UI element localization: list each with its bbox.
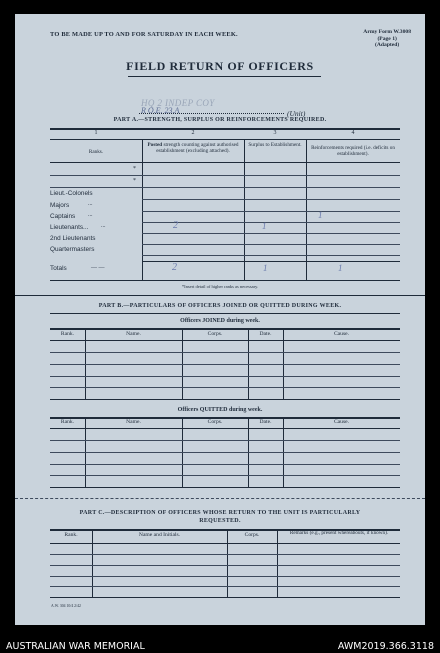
part-b-top-rule xyxy=(50,313,400,314)
totals-reinf-value: 1 xyxy=(338,263,343,273)
part-c-row-rule xyxy=(50,565,400,566)
col-reinf-header: Reinforcements required (i.e. deficits on establishment). xyxy=(311,145,395,157)
quitted-row-rule xyxy=(50,452,400,453)
part-a-row-rule xyxy=(142,233,400,234)
part-c-row-rule xyxy=(50,576,400,577)
part-a-vline-1 xyxy=(142,139,143,280)
joined-col-corps: Corps. xyxy=(207,331,223,337)
col-posted-bold: Posted xyxy=(147,142,163,148)
part-c-col-corps: Corps. xyxy=(244,532,260,538)
part-a-row-rule xyxy=(50,175,400,176)
part-c-heading-line-1: PART C.—DESCRIPTION OF OFFICERS WHOSE RETURN TO THE UNIT IS PARTICULARLY xyxy=(79,510,361,516)
joined-col-date: Date. xyxy=(259,331,272,337)
part-a-row-rule xyxy=(142,199,400,200)
part-c-bottom-rule xyxy=(50,597,400,598)
part-a-row-rule xyxy=(142,222,400,223)
col-ranks-header: Ranks. xyxy=(88,149,104,155)
part-b-heading: PART B.—PARTICULARS OF OFFICERS JOINED OR QUITTED DURING WEEK. xyxy=(98,303,342,309)
part-a-row-rule xyxy=(142,244,400,245)
print-code: A.W. 304 10/4 2/42 xyxy=(51,604,81,608)
rank-lieut-colonels: Lieut.-Colonels xyxy=(50,190,93,197)
joined-row-rule xyxy=(50,376,400,377)
rank-2nd-lieutenants: 2nd Lieutenants xyxy=(50,235,96,242)
part-c-header-rule xyxy=(50,543,400,544)
rank-quartermasters: Quartermasters xyxy=(50,246,95,253)
part-c-row-rule xyxy=(50,586,400,587)
quitted-title: Officers QUITTED during week. xyxy=(177,407,263,413)
part-a-bottom-rule xyxy=(50,280,400,281)
part-c-col-rank: Rank. xyxy=(64,532,78,538)
form-title: FIELD RETURN OF OFFICERS xyxy=(126,59,314,73)
part-c-heading-line-2: REQUESTED. xyxy=(199,518,241,524)
part-a-vline-3 xyxy=(306,139,307,280)
form-page-text: (Page 1) xyxy=(377,35,397,42)
joined-header-rule xyxy=(50,340,400,341)
part-a-row-rule xyxy=(142,211,400,212)
col-posted-header xyxy=(145,142,241,154)
unit-handwritten: R O.E. 23.A xyxy=(141,106,180,115)
col-header-rule xyxy=(50,162,400,163)
title-underline xyxy=(128,76,321,77)
unit-stamp: HQ 2 INDEP COY xyxy=(141,98,215,108)
credit-institution: AUSTRALIAN WAR MEMORIAL xyxy=(6,641,145,652)
col-number-3: 3 xyxy=(273,130,277,136)
col-surplus-header: Surplus to Establishment. xyxy=(248,142,302,148)
asterisk-row-1: * xyxy=(133,166,136,172)
joined-title: Officers JOINED during week. xyxy=(180,318,260,324)
rank-majors: Majors xyxy=(50,202,70,209)
part-c-col-name: Name and Initials. xyxy=(138,532,181,538)
part-b-separator xyxy=(15,295,425,296)
part-c-vline xyxy=(92,529,93,597)
quitted-header-rule xyxy=(50,428,400,429)
col-number-4: 4 xyxy=(351,130,355,136)
unit-label: (Unit) xyxy=(287,109,306,118)
rank-totals-dashes: — — xyxy=(91,265,105,271)
part-c-row-rule xyxy=(50,554,400,555)
joined-col-name: Name. xyxy=(126,331,141,337)
quitted-bottom-rule xyxy=(50,487,400,488)
quitted-col-corps: Corps. xyxy=(207,419,223,425)
joined-bottom-rule xyxy=(50,399,400,400)
totals-posted-value: 2 xyxy=(172,262,177,273)
quitted-col-name: Name. xyxy=(126,419,141,425)
part-a-vline-2 xyxy=(244,139,245,280)
rank-captains-dots: ... xyxy=(88,212,93,218)
joined-row-rule xyxy=(50,387,400,388)
rank-captains: Captains xyxy=(50,213,76,220)
rank-majors-dots: ... xyxy=(88,201,93,207)
part-a-row-rule xyxy=(50,187,400,188)
lieutenants-surplus-value: 1 xyxy=(262,221,267,231)
quitted-row-rule xyxy=(50,464,400,465)
part-c-vline xyxy=(227,529,228,597)
col-posted-rest: strength counting against authorised establishment (excluding attached). xyxy=(156,142,239,154)
rank-lieutenants: Lieutenants... xyxy=(50,224,89,231)
part-c-heading xyxy=(15,509,425,525)
asterisk-row-2: * xyxy=(133,178,136,184)
part-c-vline xyxy=(277,529,278,597)
part-a-footnote: *Insert detail of higher ranks as necessary. xyxy=(181,284,259,289)
joined-row-rule xyxy=(50,352,400,353)
quitted-col-cause: Cause. xyxy=(333,419,350,425)
quitted-col-rank: Rank. xyxy=(60,419,75,425)
form-number-text: Army Form W.3008 xyxy=(363,29,411,35)
col-number-1: 1 xyxy=(94,130,98,136)
form-sheet xyxy=(15,14,425,625)
joined-col-cause: Cause. xyxy=(333,331,350,337)
quitted-col-date: Date. xyxy=(259,419,272,425)
part-a-row-rule xyxy=(142,255,400,256)
form-adapted-text: (Adapted) xyxy=(375,42,400,48)
totals-surplus-value: 1 xyxy=(263,263,268,273)
lieutenants-posted-value: 2 xyxy=(173,220,178,231)
captains-reinf-value: 1 xyxy=(318,210,323,220)
unit-line xyxy=(139,113,284,114)
credit-accession-number: AWM2019.366.3118 xyxy=(337,641,434,652)
part-a-heading: PART A.—STRENGTH, SURPLUS OR REINFORCEMENTS REQUIRED. xyxy=(113,117,327,123)
totals-rule xyxy=(142,261,400,262)
perforation-line xyxy=(15,498,425,499)
joined-row-rule xyxy=(50,364,400,365)
part-c-col-remarks: Remarks (e.g., present whereabouts, if known). xyxy=(289,530,389,536)
rank-lieutenants-dots: ... xyxy=(101,223,106,229)
rank-totals: Totals xyxy=(50,265,67,272)
quitted-row-rule xyxy=(50,475,400,476)
form-number xyxy=(363,29,411,49)
col-number-rule xyxy=(50,139,400,140)
joined-header-top-rule xyxy=(50,328,400,330)
header-instruction: TO BE MADE UP TO AND FOR SATURDAY IN EACH WEEK. xyxy=(50,31,238,38)
joined-col-rank: Rank. xyxy=(60,331,75,337)
col-number-2: 2 xyxy=(191,130,195,136)
quitted-row-rule xyxy=(50,440,400,441)
